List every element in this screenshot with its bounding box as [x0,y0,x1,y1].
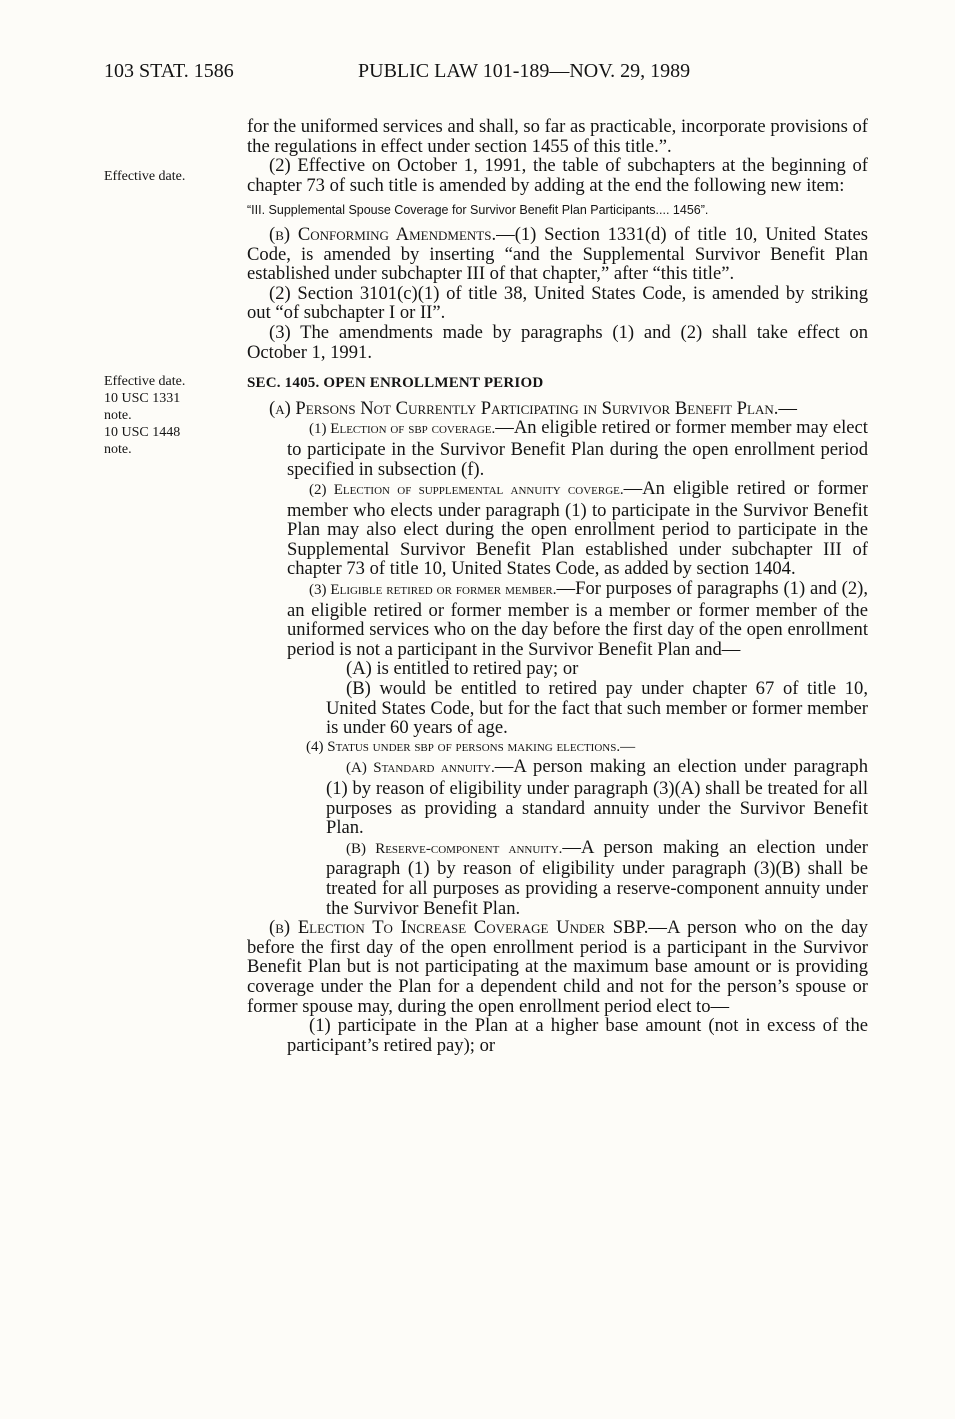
paragraph-a1-heading: (1) Election of sbp coverage. [309,421,496,438]
subsection-b [247,225,868,284]
paragraph-b1: (1) participate in the Plan at a higher base amount (not in excess of the participant’s retired pay); or [287,1015,868,1056]
subsection-b-heading: (b) Conforming Amendments. [269,223,497,245]
paragraph-2: (2) Effective on October 1, 1991, the table of subchapters at the beginning of chapter 73 of such title is amended by adding at the end the following new item: [247,155,868,196]
subsection-b-text: —(1) Section 1331(d) of title 10, United States Code, is amended by inserting “and the Supplemental Survivor Benefit Plan established under subchapter III of that chapter,” after “this title”. [247,223,868,285]
paragraph-a3-text: —For purposes of paragraphs (1) and (2), an eligible retired or former member is a member or former member of the uniformed services who on the day before the first day of the open enrollment period is not a participant in the Survivor Benefit Plan and— [287,578,868,660]
paragraph-continuation: for the uniformed services and shall, so far as practicable, incorporate provisions of the regulations in effect under section 1455 of this title.”. [247,116,868,157]
section-heading: SEC. 1405. OPEN ENROLLMENT PERIOD [247,375,544,392]
statute-text [247,117,868,1055]
margin-note-note: note. [104,408,132,423]
subsection-b-election-text: SBP.—A person who on the day before the first day of the open enrollment period is a participant in the Survivor Benefit Plan but is not participating at the maximum base amount or is providing coverage under the Plan for a dependent child and not for the person’s spouse or former spouse may, during the open enrollment period elect to— [247,917,868,1017]
clause-a4-A [326,757,868,837]
table-item: “III. Supplemental Spouse Coverage for Survivor Benefit Plan Participants.... 1456”. [247,203,709,218]
clause-a4-A-text: —A person making an election under paragraph (1) by reason of eligibility under paragraph (3)(A) shall be treated for all purposes as providing a standard annuity under the Survivor Benefit Plan. [326,756,868,839]
running-title: PUBLIC LAW 101-189—NOV. 29, 1989 [358,60,691,82]
paragraph-a3-heading: (3) Eligible retired or former member. [309,582,557,599]
page-header [0,60,955,90]
paragraph-a2-text: —An eligible retired or former member who elects under paragraph (1) to participate in the Survivor Benefit Plan may also elect during the open enrollment period to participate in the Supplemental Survivor Benefit Plan established under subchapter III of chapter 73 of title 10, United States Code, as added by section 1404. [287,478,868,580]
paragraph-a2 [287,479,868,579]
page-number: 103 STAT. 1586 [104,60,234,82]
clause-a3-A: (A) is entitled to retired pay; or [346,658,579,680]
margin-note-effective-date: Effective date. [104,374,186,389]
subsection-b-2: (2) Section 3101(c)(1) of title 38, United States Code, is amended by striking out “of subchapter I or II”. [247,282,868,324]
paragraph-a4-heading: (4) Status under sbp of persons making elections.— [306,738,636,755]
paragraph-a1-text: —An eligible retired or former member may elect to participate in the Survivor Benefit Plan during the open enrollment period specified in subsection (f). [287,417,868,480]
clause-a4-B-heading: (B) Reserve-component annuity. [346,840,563,857]
clause-a4-B [326,838,868,918]
subsection-b-election-heading: (b) Election To Increase Coverage Under [269,917,605,939]
margin-note-effective-date: Effective date. [104,169,186,184]
margin-note-usc-citation: 10 USC 1331 [104,391,181,406]
clause-a4-B-text: —A person making an election under paragraph (1) by reason of eligibility under paragraph (3)(B) shall be treated for all purposes as providing a reserve-component annuity under the Survivor Benefit Plan. [326,836,868,919]
margin-note-usc-citation: 10 USC 1448 [104,425,181,440]
margin-note-note: note. [104,442,132,457]
subsection-b-3: (3) The amendments made by paragraphs (1) and (2) shall take effect on October 1, 1991. [247,321,868,363]
clause-a3-B: (B) would be entitled to retired pay under chapter 67 of title 10, United States Code, but for the fact that such member or former member is under 60 years of age. [326,678,868,739]
paragraph-a3 [287,579,868,659]
clause-a4-A-heading: (A) Standard annuity. [346,760,495,777]
subsection-b-election [247,918,868,1016]
paragraph-a2-heading: (2) Election of supplemental annuity coverge. [309,482,624,499]
subsection-a-heading: (a) Persons Not Currently Participating in Survivor Benefit Plan.— [269,397,797,419]
paragraph-a1 [287,418,868,479]
